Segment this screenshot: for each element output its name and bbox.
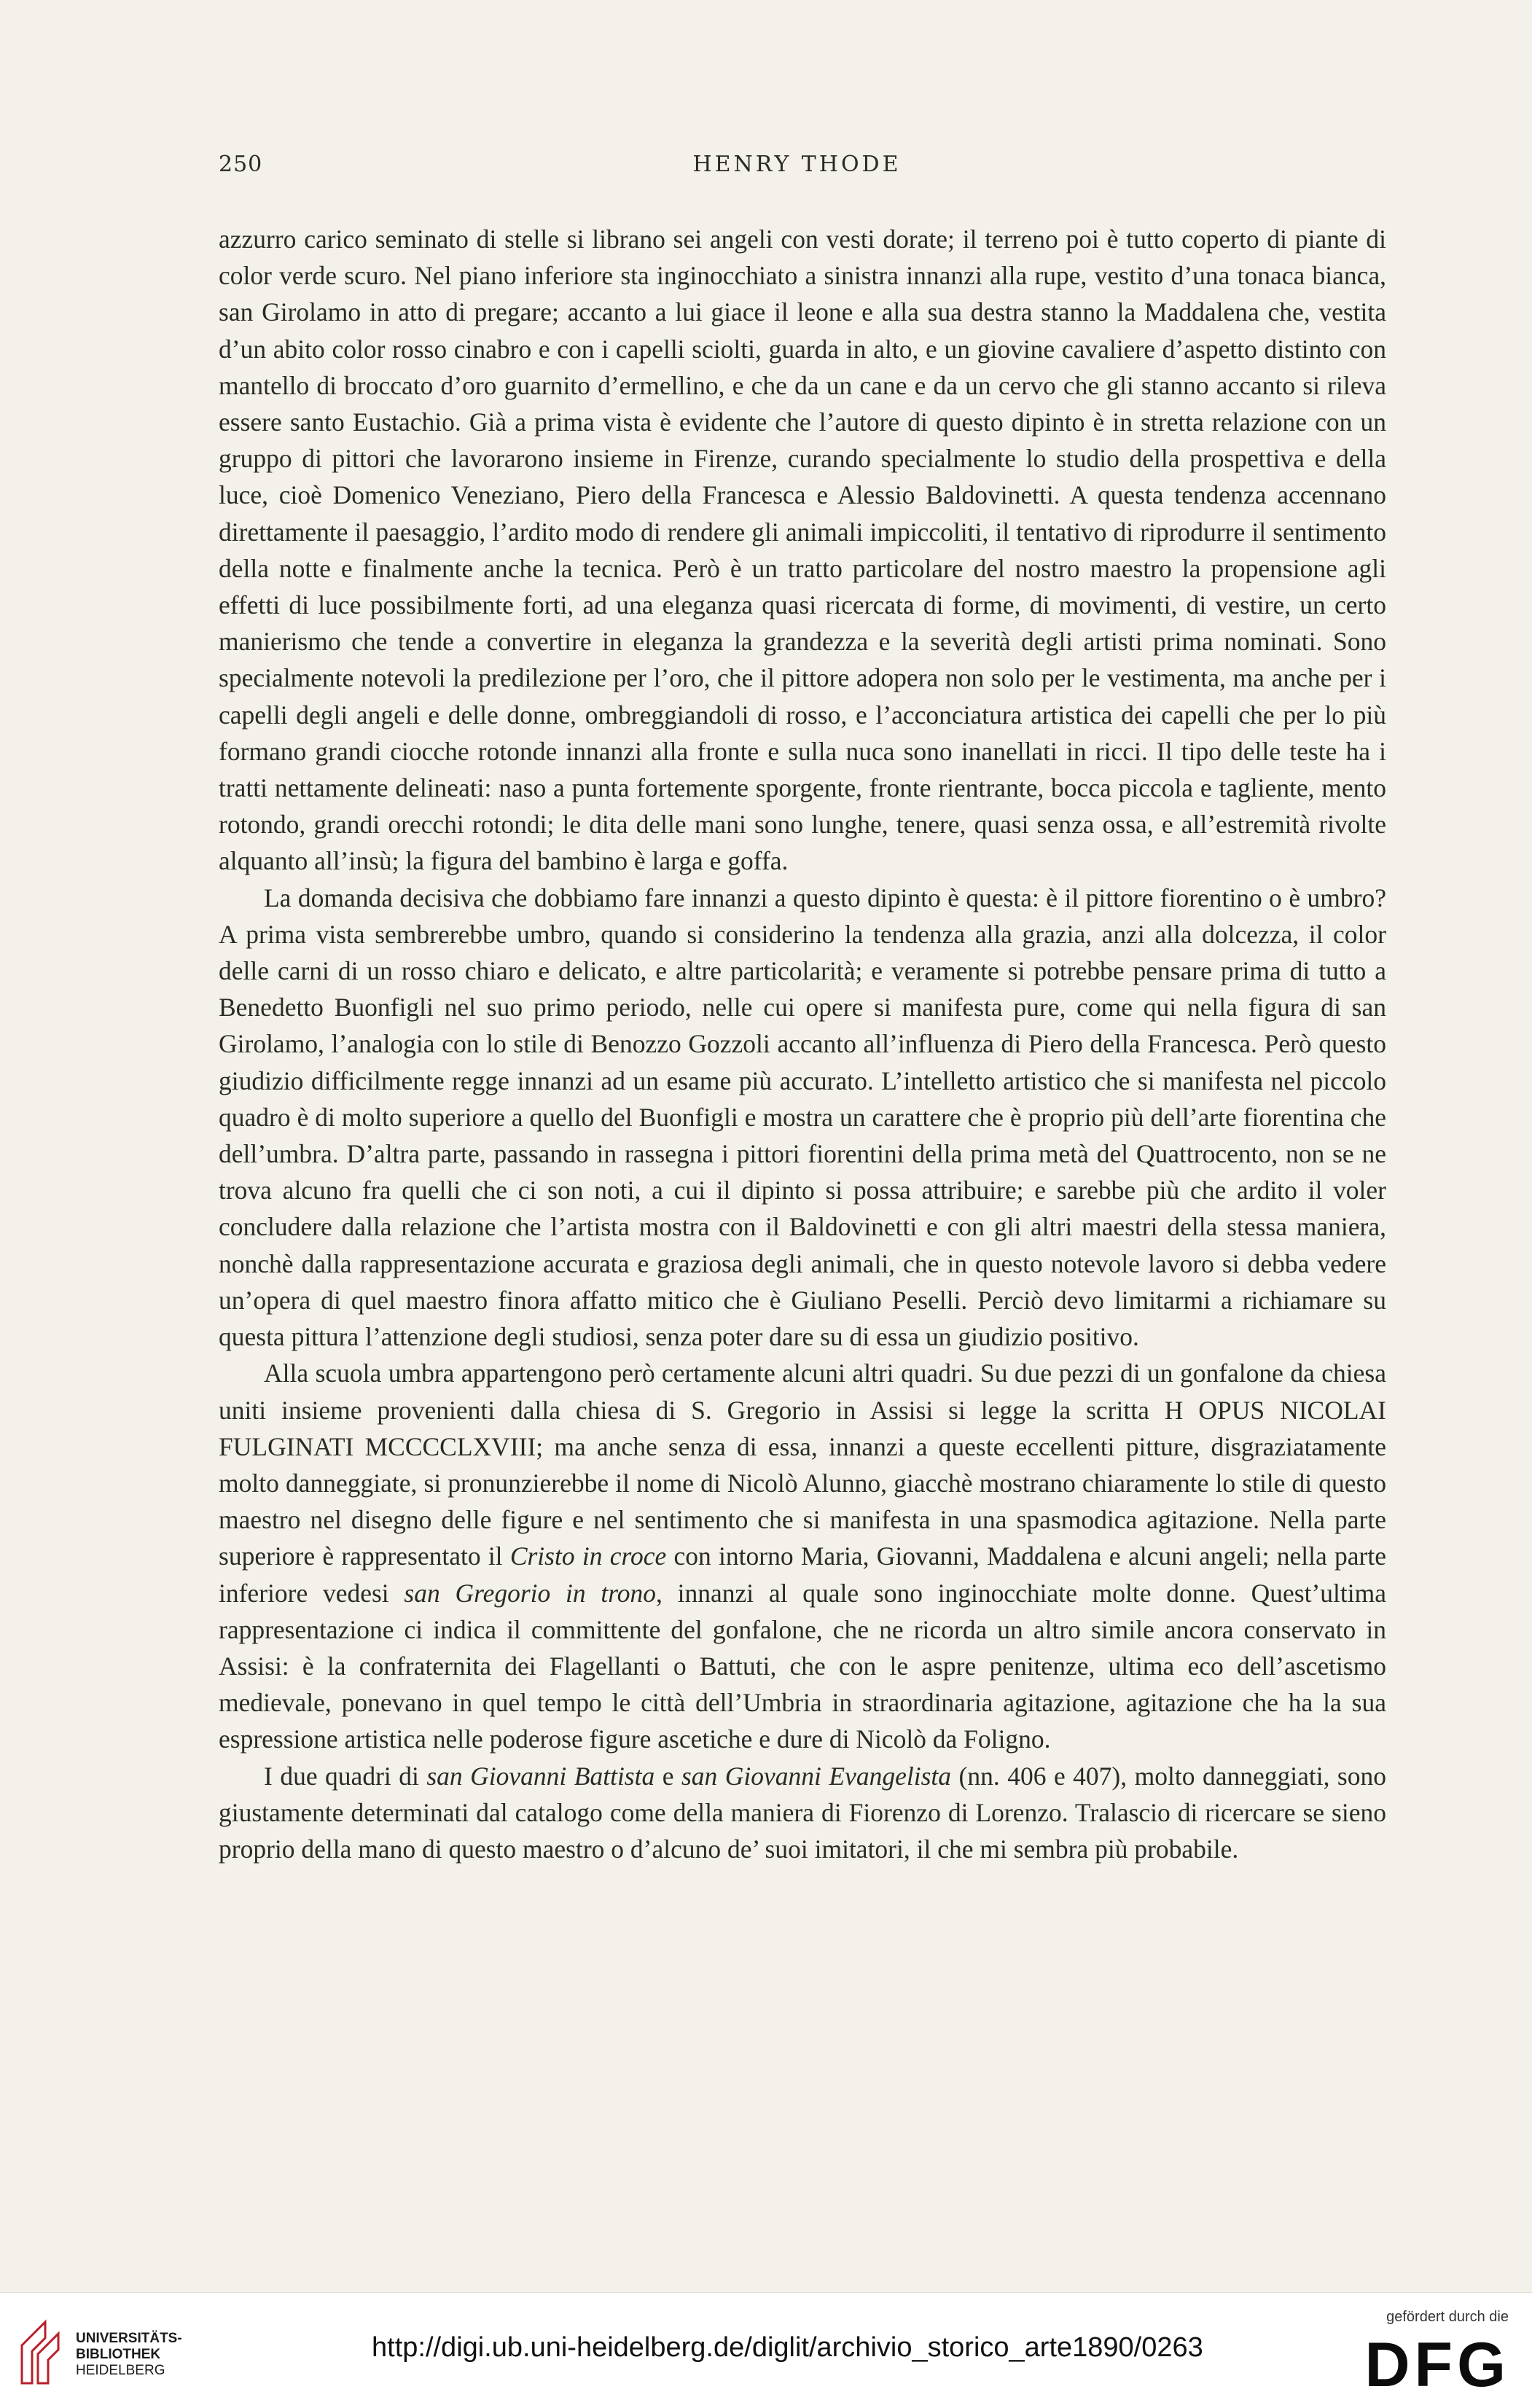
permalink-url[interactable]: http://digi.ub.uni-heidelberg.de/diglit/archivio_storico_arte1890/0263 [372, 2332, 1203, 2363]
viewer-footer [0, 2292, 1532, 2408]
dfg-logo[interactable]: DFG [1364, 2330, 1510, 2400]
body-text [219, 221, 1386, 1867]
paragraph [219, 221, 1386, 880]
text-run: (nn. 406 e 407), molto danneggiati, sono giustamente determinati dal catalogo come della maniera di Fiorenzo di Lorenzo. Tralascio di ricercare se sieno proprio della mano di questo maestro o d’alcuno de’ suoi imitatori, il che mi sembra più probabile. [219, 1761, 1386, 1864]
text-run: I due quadri di [264, 1761, 427, 1791]
italic-title: san Giovanni Evangelista [681, 1761, 952, 1791]
italic-title: san Giovanni Battista [426, 1761, 655, 1791]
library-logo[interactable] [16, 2316, 191, 2389]
text-run: Alla scuola umbra appartengono però certamente alcuni altri quadri. Su due pezzi di un gonfalone da chiesa uniti insieme provenienti dalla chiesa di S. Gregorio in Assisi si legge la scritta H OPUS NICOLAI FULGINATI MCCCCLXVIII; ma anche senza di essa, innanzi a queste eccellenti pitture, disgraziatamente molto danneggiate, si pronunzierebbe il nome di Nicolò Alunno, giacchè mostrano chiaramente lo stile di questo maestro nel disegno delle figure e nel sentimento che si manifesta in una spasmodica agitazione. Nella parte superiore è rappresentato il [219, 1359, 1386, 1571]
library-name-line3: HEIDELBERG [76, 2363, 165, 2378]
text-run: e [654, 1761, 681, 1791]
paragraph [219, 880, 1386, 1356]
paragraph [219, 1355, 1386, 1757]
italic-title: Cristo in croce [509, 1541, 667, 1571]
text-run: La domanda decisiva che dobbiamo fare innanzi a questo dipinto è questa: è il pittore fiorentino o è umbro? A prima vista sembrerebbe umbro, quando si considerino la tendenza alla grazia, anzi alla dolcezza, il color delle carni di un rosso chiaro e delicato, e altre particolarità; e veramente si potrebbe pensare prima di tutto a Benedetto Buonfigli nel suo primo periodo, nelle cui opere si manifesta pure, come qui nella figura di san Girolamo, l’analogia con lo stile di Benozzo Gozzoli accanto all’influenza di Piero della Francesca. Però questo giudizio difficilmente regge innanzi ad un esame più accurato. L’intelletto artistico che si manifesta nel piccolo quadro è di molto superiore a quello del Buonfigli e mostra un carattere che è proprio più dell’arte fiorentina che dell’umbra. D’altra parte, passando in rassegna i pittori fiorentini della prima metà del Quattrocento, non se ne trova alcuno fra quelli che ci son noti, a cui il dipinto si possa attribuire; e sarebbe più che ardito il voler concludere dalla relazione che l’artista mostra con il Baldovinetti e con gli altri maestri della stessa maniera, nonchè dalla rappresentazione accurata e graziosa degli animali, che in questo notevole lavoro si debba vedere un’opera di quel maestro finora affatto mitico che è Giuliano Peselli. Perciò devo limitarmi a richiamare su questa pittura l’attenzione degli studiosi, senza poter dare su di essa un giudizio positivo. [219, 883, 1386, 1352]
running-title: HENRY THODE [692, 152, 902, 177]
library-name-line1: UNIVERSITÄTS- [76, 2331, 182, 2346]
page-header [219, 152, 1375, 195]
library-name [76, 2331, 182, 2379]
library-name-line2: BIBLIOTHEK [76, 2347, 161, 2362]
page-number: 250 [219, 152, 263, 177]
paragraph [219, 1758, 1386, 1868]
funded-by-label: gefördert durch die [1386, 2309, 1509, 2325]
text-run: con intorno Maria, Giovanni, Maddalena e alcuni angeli; nella parte inferiore vedesi [219, 1541, 1386, 1608]
library-logo-icon [16, 2316, 67, 2389]
italic-title: san Gregorio in trono [404, 1578, 657, 1608]
text-run: , innanzi al quale sono inginocchiate molte donne. Quest’ultima rappresentazione ci indica il committente del gonfalone, che ne ricorda un altro simile ancora conservato in Assisi: è la confraternita dei Flagellanti o Battuti, che con le aspre penitenze, ultima eco dell’ascetismo medievale, ponevano in quel tempo le città dell’Umbria in straordinaria agitazione, agitazione che ha la sua espressione artistica nelle poderose figure ascetiche e dure di Nicolò da Foligno. [219, 1578, 1386, 1754]
text-run: azzurro carico seminato di stelle si librano sei angeli con vesti dorate; il terreno poi è tutto coperto di piante di color verde scuro. Nel piano inferiore sta inginocchiato a sinistra innanzi alla rupe, vestito d’una tonaca bianca, san Girolamo in atto di pregare; accanto a lui giace il leone e alla sua destra stanno la Maddalena che, vestita d’un abito color rosso cinabro e con i capelli sciolti, guarda in alto, e un giovine cavaliere d’aspetto distinto con mantello di broccato d’oro guarnito d’ermellino, e che da un cane e da un cervo che gli stanno accanto si rileva essere santo Eustachio. Già a prima vista è evidente che l’autore di questo dipinto è in stretta relazione con un gruppo di pittori che lavorarono insieme in Firenze, curando specialmente lo studio della prospettiva e della luce, cioè Domenico Veneziano, Piero della Francesca e Alessio Baldovinetti. A questa tendenza accennano direttamente il paesaggio, l’ardito modo di rendere gli animali impiccoliti, il tentativo di riprodurre il sentimento della notte e finalmente anche la tecnica. Però è un tratto particolare del nostro maestro la propensione agli effetti di luce possibilmente forti, ad una eleganza quasi ricercata di forme, di movimenti, di vestire, un certo manierismo che tende a convertire in eleganza la grandezza e la severità degli artisti prima nominati. Sono specialmente notevoli la predilezione per l’oro, che il pittore adopera non solo per le vestimenta, ma anche per i capelli degli angeli e delle donne, ombreggiandoli di rosso, e l’acconciatura artistica dei capelli che per lo più formano grandi ciocche rotonde innanzi alla fronte e sulla nuca sono inanellati in ricci. Il tipo delle teste ha i tratti nettamente delineati: naso a punta fortemente sporgente, fronte rientrante, bocca piccola e tagliente, mento rotondo, grandi orecchi rotondi; le dita delle mani sono lunghe, tenere, quasi senza ossa, e all’estremità rivolte alquanto all’insù; la figura del bambino è larga e goffa. [219, 224, 1386, 876]
